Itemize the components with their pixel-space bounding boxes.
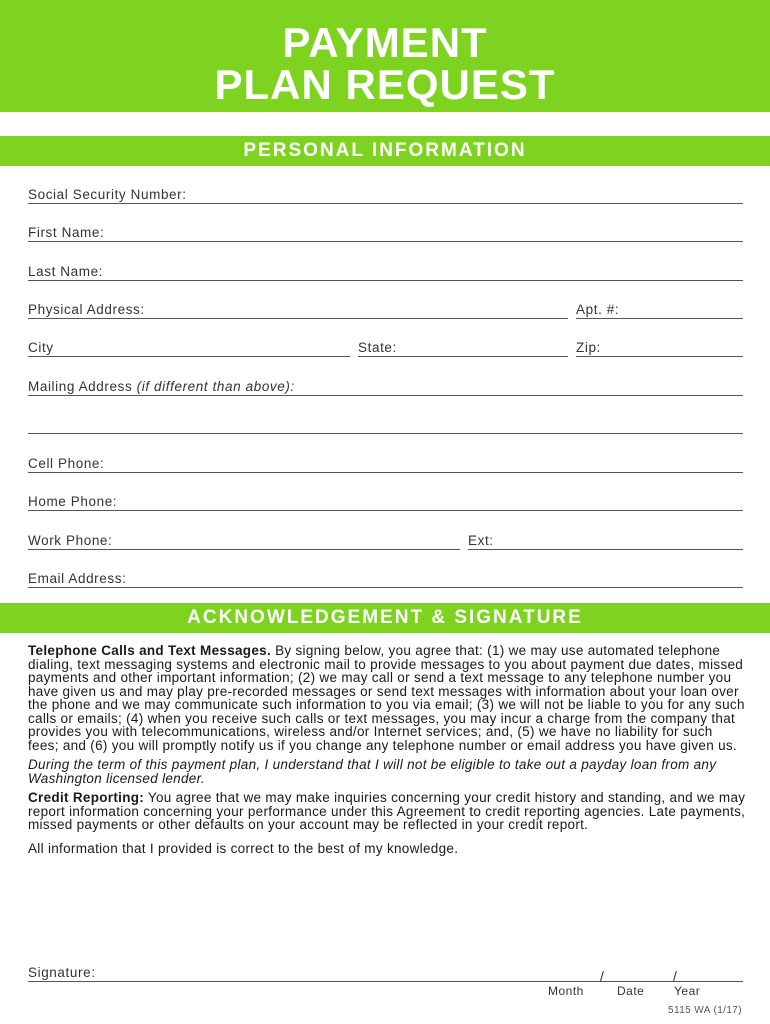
cell-phone-row [28,451,743,473]
first-name-row [28,220,743,242]
home-phone-input[interactable] [153,489,743,510]
ssn-row [28,182,743,204]
home-phone-row [28,489,743,511]
section-acknowledgement-signature: ACKNOWLEDGEMENT & SIGNATURE [0,603,770,633]
credit-body: You agree that we may make inquiries concerning your credit history and standing, and we may report information concerning your performance under this Agreement to credit reporting agencies. Late payments, missed payments or other defaults on your account may be reflected in your credit report. [28,790,746,832]
date-separator-2: / [673,968,677,984]
cell-phone-field[interactable] [28,451,743,473]
apt-label: Apt. #: [576,302,620,317]
signature-row [28,960,743,982]
city-field[interactable] [28,335,350,357]
mailing-address-line-2-field[interactable] [28,412,743,434]
mailing-address-label [28,379,297,394]
date-label: Date [617,984,645,998]
work-phone-input[interactable] [146,528,460,549]
telephone-paragraph [28,644,746,752]
state-input[interactable] [416,335,568,356]
mailing-address-field[interactable] [28,374,743,396]
date-separator-1: / [600,968,604,984]
signature-input[interactable] [123,960,543,981]
ssn-label: Social Security Number: [28,187,187,202]
mailing-address-label-text: Mailing Address [28,379,137,394]
signature-label: Signature: [28,965,96,980]
telephone-heading: Telephone Calls and Text Messages. [28,643,272,658]
apt-field[interactable] [576,297,743,319]
zip-input[interactable] [616,335,743,356]
city-state-zip-row [28,335,743,357]
work-phone-row [28,528,743,550]
form-code: 5115 WA (1/17) [668,1005,742,1016]
credit-paragraph [28,791,746,832]
cell-phone-label: Cell Phone: [28,456,105,471]
city-input[interactable] [68,335,350,356]
first-name-label: First Name: [28,225,105,240]
mailing-address-input[interactable] [398,374,743,395]
form-title-line-2: PLAN REQUEST [214,61,556,108]
physical-address-field[interactable] [28,297,568,319]
year-label: Year [674,984,701,998]
zip-field[interactable] [576,335,743,357]
email-row [28,566,743,588]
credit-heading: Credit Reporting: [28,790,145,805]
ext-label: Ext: [468,533,494,548]
signature-field[interactable] [28,960,743,982]
mailing-address-note: (if different than above): [136,379,295,394]
home-phone-field[interactable] [28,489,743,511]
acknowledgement-text [28,644,746,861]
work-phone-label: Work Phone: [28,533,113,548]
term-statement: During the term of this payment plan, I understand that I will not be eligible to take out a payday loan from any Washington licensed lender. [28,757,717,786]
certify-statement: All information that I provided is correct to the best of my knowledge. [28,840,459,856]
city-label: City [28,340,54,355]
month-label: Month [548,984,584,998]
form-title-line-1: PAYMENT [282,19,488,66]
last-name-label: Last Name: [28,264,104,279]
ssn-input[interactable] [248,182,743,203]
physical-address-label: Physical Address: [28,302,145,317]
ssn-field[interactable] [28,182,743,204]
section-personal-information: PERSONAL INFORMATION [0,136,770,166]
first-name-field[interactable] [28,220,743,242]
state-label: State: [358,340,397,355]
email-label: Email Address: [28,571,127,586]
ext-input[interactable] [503,528,743,549]
mailing-address-row [28,374,743,396]
email-field[interactable] [28,566,743,588]
ext-field[interactable] [468,528,743,550]
email-input[interactable] [166,566,743,587]
first-name-input[interactable] [138,220,743,241]
mailing-address-row-2 [28,412,743,434]
last-name-input[interactable] [133,259,743,280]
physical-address-input[interactable] [193,297,568,318]
apt-input[interactable] [638,297,743,318]
home-phone-label: Home Phone: [28,494,118,509]
physical-address-row [28,297,743,319]
last-name-row [28,259,743,281]
mailing-address-line-2-input[interactable] [28,412,743,433]
state-field[interactable] [358,335,568,357]
last-name-field[interactable] [28,259,743,281]
telephone-body: By signing below, you agree that: (1) we may use automated telephone dialing, text messaging systems and electronic mail to provide messages to you about payment due dates, missed payments and other important information; (2) we may call or send a text message to any telephone number you have given us and may play pre-recorded messages or send text messages with information about your loan over the phone and we may communicate such information to you via email; (3) we will not be liable to you for any such calls or emails; (4) when you receive such calls or text messages, you may incur a charge from the company that provides you with telecommunications, wireless and/or Internet services; and, (5) we have no liability for such fees; and (6) you will promptly notify us if you change any telephone number or email address you have given us. [28,643,745,753]
form-title [0,0,770,112]
zip-label: Zip: [576,340,601,355]
cell-phone-input[interactable] [133,451,743,472]
work-phone-field[interactable] [28,528,460,550]
